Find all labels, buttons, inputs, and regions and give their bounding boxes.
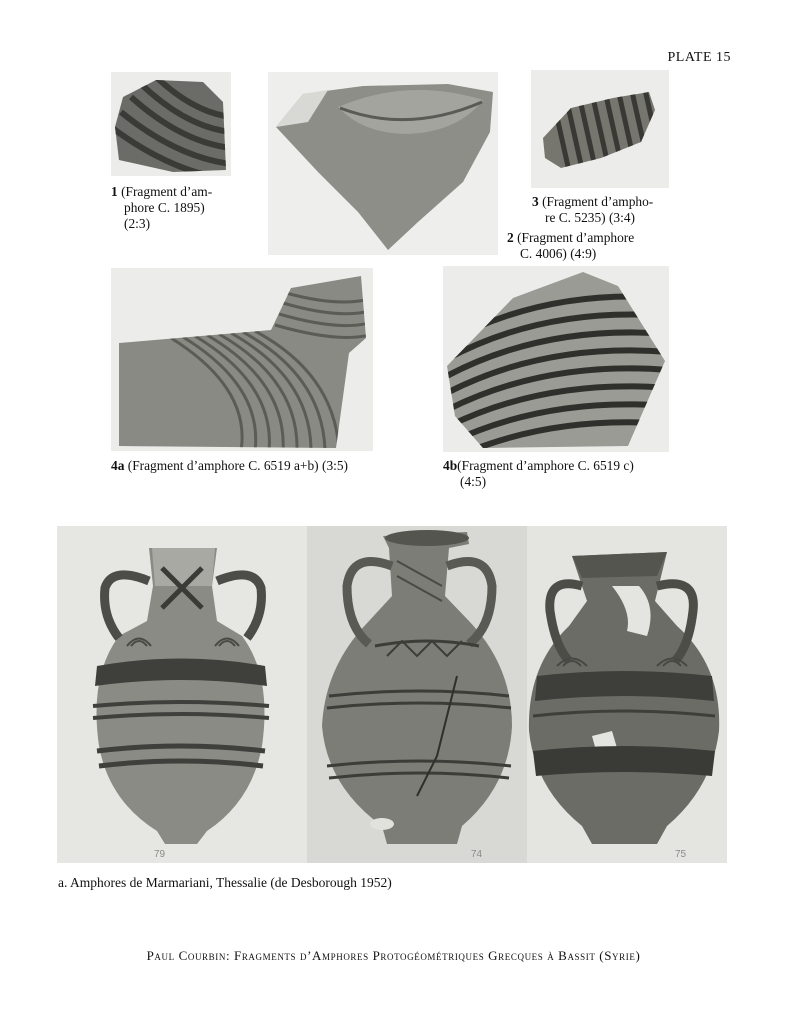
amphora-number-79: 79 [154,849,166,860]
fragment-2-number: 2 [507,230,514,245]
fragment-4b-line2: (4:5) [460,474,487,489]
fragment-3-number: 3 [532,194,539,209]
page-footer: Paul Courbin: Fragments d’Amphores Protogéométriques Grecques à Bassit (Syrie) [146,948,641,963]
fragment-4b-line1: (Fragment d’amphore C. 6519 c) [457,458,634,473]
fragment-2-line1: (Fragment d’amphore [517,230,635,245]
amphora-number-75: 75 [675,849,687,860]
fragment-4a-text: (Fragment d’amphore C. 6519 a+b) (3:5) [127,458,349,473]
fragment-1-number: 1 [111,184,118,199]
fragment-2-photo [268,72,498,255]
fragment-1-line1: (Fragment d’am- [121,184,213,199]
amphorae-photo [57,526,727,863]
fragment-3-line2: re C. 5235) (3:4) [545,210,635,225]
fragment-4a-number: 4a [111,458,125,473]
amphorae-caption: a. Amphores de Marmariani, Thessalie (de Desborough 1952) [58,875,392,890]
fragment-4b-photo [443,266,669,452]
fragment-4b-number: 4b [443,458,458,473]
fragment-3-caption [532,194,653,226]
fragment-1-line2: phore C. 1895) [124,200,205,215]
fragment-2-line2: C. 4006) (4:9) [520,246,597,261]
fragment-1-line3: (2:3) [124,216,151,231]
plate-label: PLATE 15 [667,50,731,65]
fragment-3-line1: (Fragment d’ampho- [542,194,654,209]
fragment-4a-photo [111,268,373,451]
fragment-4a-caption [111,458,348,474]
fragment-2-caption [507,230,634,262]
fragment-1-photo [111,72,231,176]
fragment-3-photo [531,70,669,188]
fragment-4b-caption [443,458,634,490]
fragment-1-caption [111,184,212,232]
amphora-number-74: 74 [471,849,483,860]
